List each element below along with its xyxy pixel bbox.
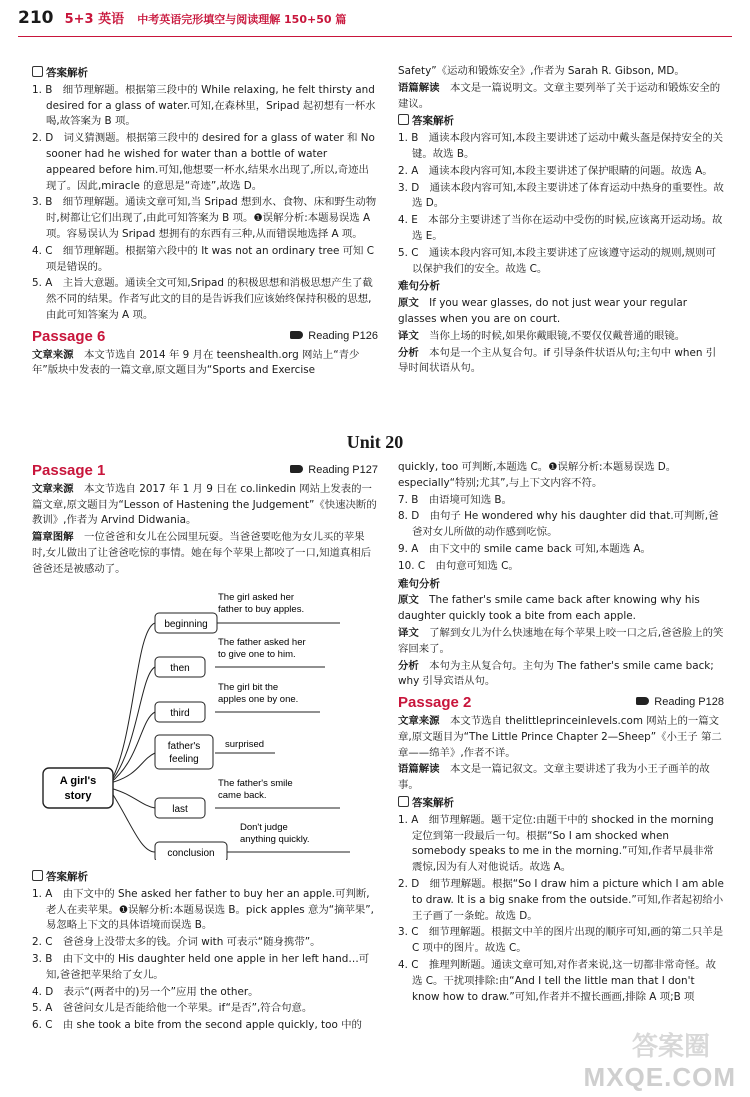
mind-map-node [155, 735, 264, 769]
answer-item: 5. A 爸爸问女儿是否能给他一个苹果。if“是否”,符合句意。 [32, 1002, 313, 1015]
answer-item: 2. A 通读本段内容可知,本段主要讲述了保护眼睛的问题。故选 A。 [398, 164, 713, 177]
passage-6-header [32, 329, 378, 345]
analysis: 分析 本句是一个主从复合句。if 引导条件状语从句;主句中 when 引导时间状语从句。 [398, 346, 717, 375]
unit-title: Unit 20 [346, 432, 404, 452]
node-text: The father's smile [218, 778, 293, 789]
node-text: apples one by one. [218, 694, 299, 705]
mind-map-node [155, 637, 306, 677]
lock-icon [32, 870, 43, 881]
answer-item: 3. C 细节理解题。根据文中羊的图片出现的顺序可知,画的第二只羊是 C 项中的图片。故选 C。 [398, 926, 724, 955]
answer-heading: 答案解析 [398, 796, 724, 812]
answer-heading: 答案解析 [398, 114, 724, 130]
source-paragraph: 文章来源 本文节选自 2014 年 9 月在 teenshealth.org 网站上“青少年”版块中发表的一篇文章,原文题目为“Sports and Exercise [32, 348, 360, 377]
difficult-sentence-heading: 难句分析 [398, 577, 440, 590]
book-title: 中考英语完形填空与阅读理解 150+50 篇 [137, 13, 347, 26]
node-label: last [172, 804, 188, 815]
genre-paragraph: 语篇解读 本文是一篇说明文。文章主要列举了关于运动和锻炼安全的建议。 [398, 81, 721, 110]
answer-item: 2. D 细节理解题。根据“So I draw him a picture which I am able to draw. It is a big snake from the outside.”可知,作者起初给小王子画了一条蛇。故选 D。 [398, 877, 724, 922]
reading-ref: Reading P126 [290, 329, 378, 345]
node-text: Don't judge [240, 822, 288, 833]
answer-item: 4. D 表示“(两者中的)另一个”应用 the other。 [32, 985, 259, 998]
center-line-1: A girl's [59, 775, 97, 787]
answer-item: 3. B 细节理解题。通读文章可知,当 Sripad 想到水、食物、床和野生动物时,树都让它们出现了,由此可知答案为 B 项。❶误解分析:本题易误选 A 项。容易误认为 Sripad 想拥有的东西有三种,从而错误地选择 A 项。 [32, 196, 377, 240]
genre-paragraph: 语篇解读 本文是一篇记叙文。文章主要讲述了我为小王子画羊的故事。 [398, 763, 710, 792]
answer-item: 7. B 由语境可知选 B。 [398, 493, 512, 506]
page-header [18, 8, 732, 37]
watermark-cn: 答案圈 [631, 1032, 710, 1062]
original-sentence: 原文 If you wear glasses, do not just wear your regular glasses when you are on court. [398, 297, 687, 325]
right-bottom-column [398, 460, 724, 1006]
node-text: father to buy apples. [218, 604, 305, 615]
page-number: 210 [18, 8, 54, 28]
answer-item: 4. E 本部分主要讲述了当你在运动中受伤的时候,应该离开运动场。故选 E。 [398, 214, 723, 242]
node-text: came back. [218, 790, 267, 801]
node-label: conclusion [167, 848, 215, 859]
passage-2-header [398, 695, 724, 711]
answer-item: 8. D 由句子 He wondered why his daughter did that.可判断,爸爸对女儿所做的动作感到吃惊。 [398, 510, 719, 539]
answer-item: 2. C 爸爸身上没带太多的钱。介词 with 可表示“随身携带”。 [32, 936, 321, 949]
passage-1-header [32, 463, 378, 479]
node-label: feeling [169, 754, 199, 765]
answer-item: 5. A 主旨大意题。通读全文可知,Sripad 的积极思想和消极思想产生了截然不同的结果。作者写此文的目的是告诉我们应该始终保持积极的思想,由此可知答案为 A 项。 [32, 277, 373, 321]
mind-map-node [155, 592, 304, 633]
node-text: surprised [225, 739, 265, 750]
answer-item: 3. D 通读本段内容可知,本段主要讲述了体育运动中热身的重要性。故选 D。 [398, 181, 724, 210]
left-bottom-column [32, 458, 378, 579]
answer-item: 1. A 由下文中的 She asked her father to buy her an apple.可判断,老人在卖苹果。❶误解分析:本题易误选 B。pick apples 意为“摘苹果”,易忽略上下文的具体语境而误选 B。 [32, 887, 374, 932]
translation: 译文 当你上场的时候,如果你戴眼镜,不要仅仅戴普通的眼镜。 [398, 329, 686, 342]
node-text: The girl bit the [218, 682, 279, 693]
node-label: beginning [164, 619, 208, 630]
left-bottom-answers [32, 868, 378, 1035]
lock-icon [398, 114, 409, 125]
answer-item: 1. B 细节理解题。根据第三段中的 While relaxing, he felt thirsty and desired for a glass of water.可知,在森林里，Sripad 起初想有一杯水喝,故答案为 B 项。 [32, 83, 376, 128]
reading-ref: Reading P128 [636, 695, 724, 711]
source-paragraph: 文章来源 本文节选自 2017 年 1 月 9 日在 co.linkedin 网站上发表的一篇文章,原文题目为“Lesson of Hastening the Judgement”《快速决断的教训》,作者为 Arvind Didwania。 [32, 482, 377, 527]
center-line-2: story [64, 790, 92, 802]
right-top-column [398, 64, 724, 378]
brand-label: 5+3 英语 [64, 12, 125, 27]
node-text: The girl asked her [218, 592, 295, 603]
node-label: father's [167, 741, 201, 752]
translation: 译文 了解到女儿为什么快速地在每个苹果上咬一口之后,爸爸脸上的笑容回来了。 [398, 626, 724, 655]
answer-item: 10. C 由句意可知选 C。 [398, 559, 519, 572]
answer-item: 9. A 由下文中的 smile came back 可知,本题选 A。 [398, 542, 651, 555]
mind-map-node [155, 778, 293, 818]
watermark: MXQE.COM [583, 1062, 736, 1092]
node-text: anything quickly. [240, 834, 310, 845]
story-mind-map [40, 590, 370, 860]
pointing-hand-icon [290, 331, 303, 339]
answer-item: 1. B 通读本段内容可知,本段主要讲述了运动中戴头盔是保持安全的关键。故选 B。 [398, 132, 723, 160]
answer-heading: 答案解析 [32, 66, 378, 82]
pointing-hand-icon [290, 465, 303, 473]
answer-item: 4. C 推理判断题。通读文章可知,对作者来说,这一切都非常奇怪。故选 C。干扰项排除:由“And I tell the little man that I don't know how to draw.”可知,作者并不擅长画画,排除 A 项;B 项 [398, 958, 717, 1003]
node-label: third [170, 708, 190, 719]
passage-title: Passage 1 [32, 462, 106, 479]
mind-map-center [43, 768, 113, 808]
answer-continued: quickly, too 可判断,本题选 C。❶误解分析:本题易误选 D。especially“特别;尤其”,与上下文内容不符。 [398, 461, 677, 489]
lock-icon [398, 796, 409, 807]
passage-title: Passage 2 [398, 694, 472, 712]
answer-item: 2. D 词义猜测题。根据第三段中的 desired for a glass of water 和 No sooner had he wished for water than a bottle of water appeared before him.可知,他想要一杯水,结果水出现了,所以,奇迹出现了。因此,miracle 的意思是“奇迹”,故选 D。 [32, 132, 375, 192]
mind-map-node [155, 822, 310, 860]
answer-heading: 答案解析 [32, 870, 378, 886]
source-paragraph: 文章来源 本文节选自 thelittleprinceinlevels.com 网站上的一篇文章,原文题目为“The Little Prince Chapter 2—Sheep”《小王子 第二章——绵羊》,作者不详。 [398, 714, 722, 759]
mind-map-node [155, 682, 298, 722]
answer-item: 6. C 由 she took a bite from the second apple quickly, too 中的 [32, 1019, 362, 1032]
left-top-column [32, 64, 378, 380]
answer-item: 3. B 由下文中的 His daughter held one apple in her left hand…可知,爸爸把苹果给了女儿。 [32, 952, 370, 981]
node-label: then [170, 663, 190, 674]
passage-title: Passage 6 [32, 327, 106, 345]
original-sentence: 原文 The father's smile came back after knowing why his daughter quickly took a bite from each apple. [398, 594, 700, 623]
lock-icon [32, 66, 43, 77]
analysis: 分析 本句为主从复合句。主句为 The father's smile came back; why 引导宾语从句。 [398, 659, 714, 688]
node-text: The father asked her [218, 637, 306, 648]
reading-ref: Reading P127 [290, 463, 378, 479]
difficult-sentence-heading: 难句分析 [398, 280, 440, 293]
answer-item: 1. A 细节理解题。题干定位:由题干中的 shocked in the morning 定位到第一段最后一句。根据“So I am shocked when somebody speaks to me in the morning.”可知,作者早晨非常震惊,因为有人对他说话。故选 A。 [398, 813, 714, 874]
pointing-hand-icon [636, 697, 649, 705]
source-continued: Safety”《运动和锻炼安全》,作者为 Sarah R. Gibson, MD。 [398, 65, 685, 77]
node-text: to give one to him. [218, 649, 296, 660]
answer-item: 5. C 通读本段内容可知,本段主要讲述了应该遵守运动的规则,规则可以保护我们的安全。故选 C。 [398, 246, 717, 275]
diagram-paragraph: 篇章图解 一位爸爸和女儿在公园里玩耍。当爸爸要吃他为女儿买的苹果时,女儿做出了让爸爸吃惊的事情。她在每个苹果上都咬了一口,知道真相后爸爸还是被感动了。 [32, 531, 372, 575]
answer-item: 4. C 细节理解题。根据第六段中的 It was not an ordinary tree 可知 C 项是错误的。 [32, 244, 374, 273]
